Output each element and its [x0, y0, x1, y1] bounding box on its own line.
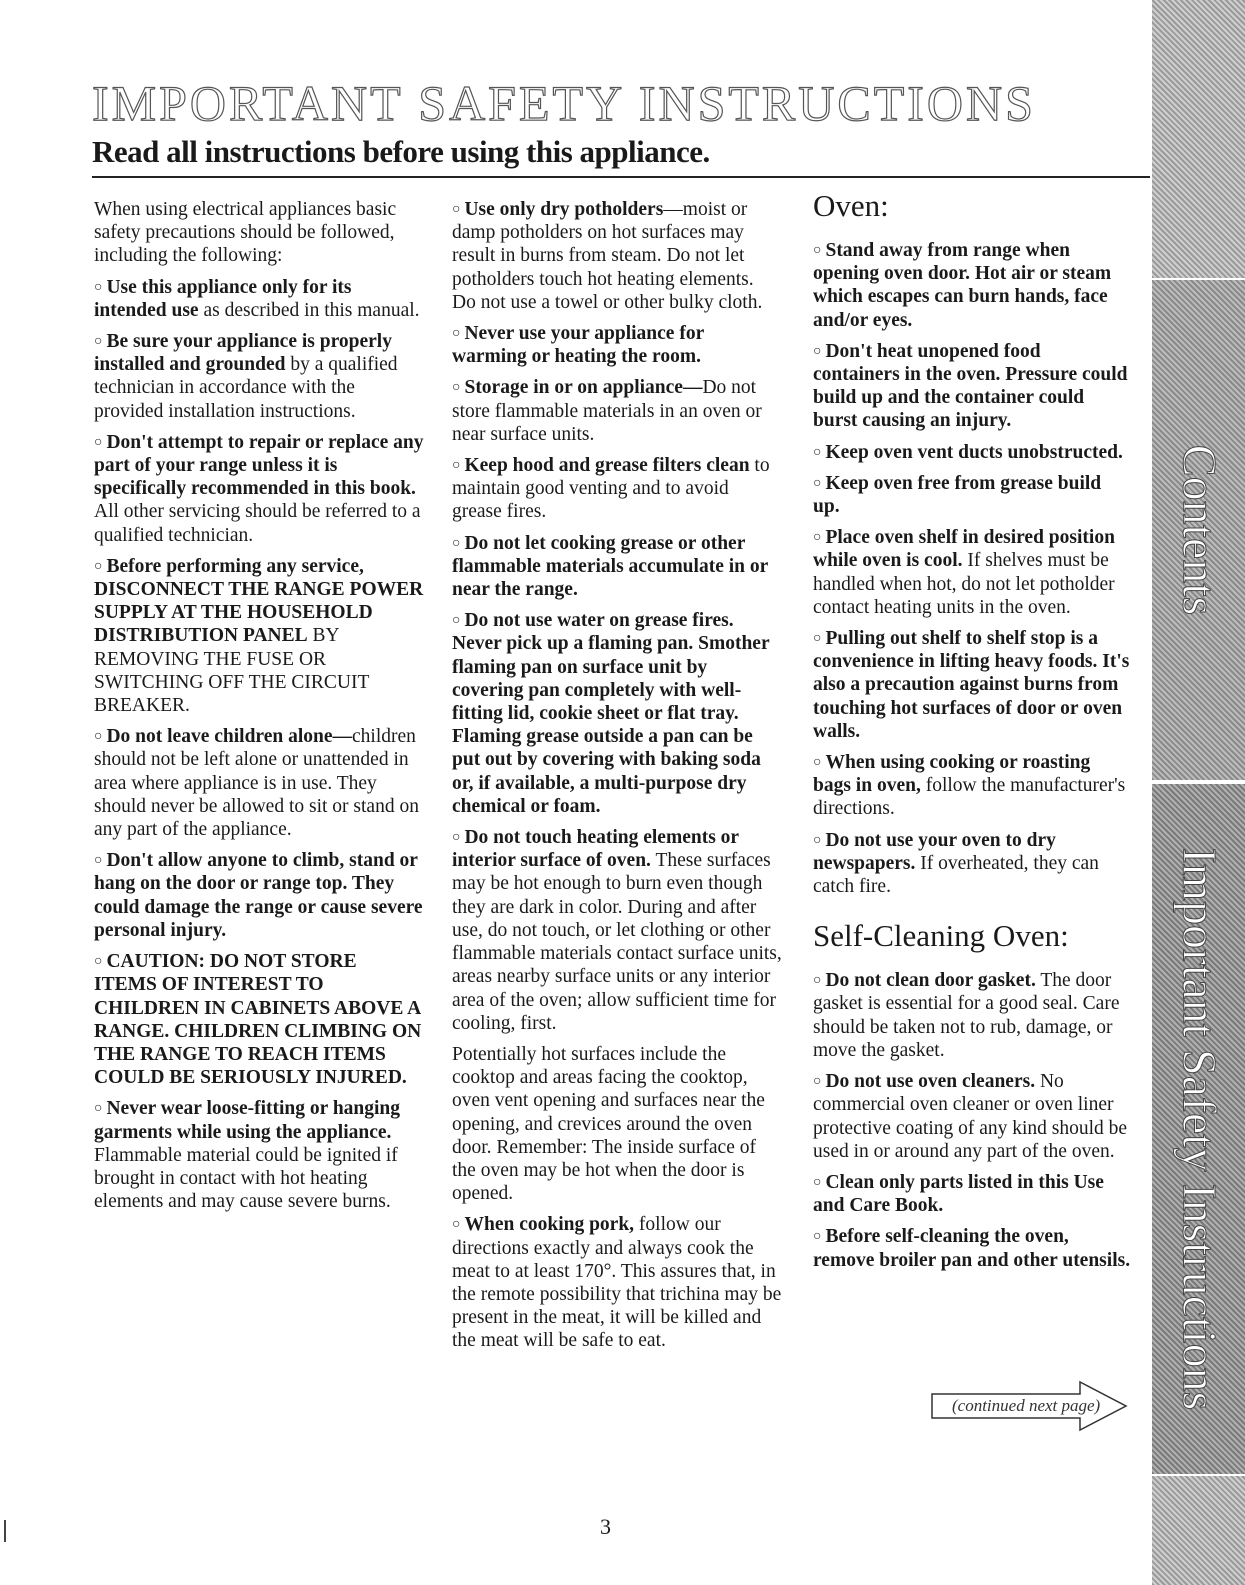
- self-cleaning-list: [813, 969, 1131, 1271]
- instruction-item: [452, 609, 782, 818]
- continued-next-page[interactable]: [930, 1380, 1130, 1432]
- instruction-bold: Do not use your oven to dry newspapers.: [813, 829, 1056, 874]
- instruction-text: —moist or damp potholders on hot surfaces may result in burns from steam. Do not let potholders touch hot heating elements. Do not use a towel or other bulky cloth.: [452, 199, 763, 313]
- instruction-item: [94, 849, 424, 942]
- bullet-icon: ○: [813, 631, 822, 647]
- instruction-bold: Keep hood and grease filters clean: [464, 455, 750, 477]
- instruction-bold: Don't attempt to repair or replace any part of your range unless it is specifically recommended in this book.: [94, 431, 424, 500]
- instruction-item: [94, 1097, 424, 1213]
- tab-safety-label: Important Safety Instructions: [1172, 847, 1225, 1411]
- page-subtitle: Read all instructions before using this appliance.: [92, 134, 710, 169]
- instruction-bold: Storage in or on appliance—: [464, 377, 703, 399]
- column-1: [94, 198, 424, 1221]
- title-rule: [92, 176, 1150, 178]
- bullet-icon: ○: [813, 755, 822, 771]
- instruction-text: follow the manufacturer's directions.: [813, 775, 1126, 820]
- bullet-icon: ○: [813, 1174, 822, 1190]
- instruction-item: [813, 1070, 1131, 1163]
- instruction-bold: Use this appliance only for its intended use: [94, 276, 352, 321]
- instruction-bold: Do not clean door gasket.: [825, 970, 1036, 992]
- instruction-item: [452, 198, 782, 314]
- instruction-bold: Clean only parts listed in this Use and Care Book.: [813, 1171, 1104, 1217]
- continued-label: (continued next page): [952, 1396, 1101, 1415]
- column-2: [452, 198, 782, 1361]
- bullet-icon: ○: [94, 558, 103, 574]
- instruction-item: [813, 1171, 1131, 1217]
- instruction-bold: When cooking pork,: [464, 1214, 635, 1236]
- oven-list: [813, 239, 1131, 898]
- bullet-icon: ○: [94, 434, 103, 450]
- instruction-item: [813, 239, 1131, 332]
- instruction-item: [813, 627, 1131, 743]
- instruction-bold: CAUTION: DO NOT STORE ITEMS OF INTEREST TO CHILDREN IN CABINETS ABOVE A RANGE. CHILDREN CLIMBING ON THE RANGE TO REACH ITEMS COULD BE SERIOUSLY INJURED.: [94, 951, 422, 1089]
- instruction-item: [452, 376, 782, 446]
- page-title: IMPORTANT SAFETY INSTRUCTIONS: [92, 75, 1036, 131]
- bullet-icon: ○: [452, 326, 461, 342]
- instruction-item: [452, 322, 782, 368]
- bullet-icon: ○: [813, 243, 822, 258]
- instruction-item: [813, 340, 1131, 433]
- instruction-item: [813, 472, 1131, 518]
- instruction-item: [94, 725, 424, 841]
- self-cleaning-heading: Self-Cleaning Oven:: [813, 918, 1069, 954]
- bullet-icon: ○: [813, 973, 822, 989]
- bullet-icon: ○: [452, 1217, 461, 1233]
- instruction-item: [94, 950, 424, 1089]
- bullet-icon: ○: [452, 830, 461, 846]
- bullet-icon: ○: [813, 530, 822, 546]
- instruction-item: [813, 969, 1131, 1062]
- bullet-icon: ○: [94, 853, 103, 869]
- instruction-bold: Before self-cleaning the oven, remove broiler pan and other utensils.: [813, 1226, 1131, 1271]
- instruction-text: Potentially hot surfaces include the cooktop and areas facing the cooktop, oven vent opening and surfaces near the opening, and crevices around the oven door. Remember: The inside surface of the oven may be hot when the door is opened.: [452, 1043, 765, 1205]
- bullet-icon: ○: [452, 613, 461, 629]
- instruction-bold: Be sure your appliance is properly installed and grounded: [94, 331, 392, 376]
- instruction-bold: Never wear loose-fitting or hanging garments while using the appliance.: [94, 1098, 401, 1143]
- instruction-bold: When using cooking or roasting bags in oven,: [813, 752, 1091, 797]
- intro-paragraph: When using electrical appliances basic safety precautions should be followed, including the following:: [94, 199, 397, 267]
- bullet-icon: ○: [94, 954, 103, 970]
- bullet-icon: ○: [94, 729, 103, 745]
- instruction-item: [452, 532, 782, 602]
- instruction-text: by a qualified technician in accordance with the provided installation instructions.: [94, 354, 398, 422]
- instruction-item: [813, 1225, 1131, 1271]
- bullet-icon: ○: [813, 444, 822, 460]
- bullet-icon: ○: [452, 535, 461, 551]
- instruction-text: All other servicing should be referred to a qualified technician.: [94, 501, 421, 546]
- instruction-text: Flammable material could be ignited if brought in contact with hot heating elements and may cause severe burns.: [94, 1144, 398, 1213]
- margin-mark: [4, 1520, 10, 1542]
- instruction-item: [813, 751, 1131, 821]
- instruction-bold: Do not touch heating elements or interior surface of oven.: [452, 827, 739, 872]
- instruction-text: Do not store flammable materials in an oven or near surface units.: [452, 377, 762, 445]
- instruction-bold: Use only dry potholders: [464, 199, 664, 220]
- instruction-item: [452, 1213, 782, 1352]
- instruction-bold: Do not use oven cleaners.: [825, 1071, 1036, 1093]
- bullet-icon: ○: [452, 202, 461, 217]
- instruction-bold: Don't allow anyone to climb, stand or hang on the door or range top. They could damage the range or cause severe personal injury.: [94, 850, 423, 941]
- instruction-item: [813, 526, 1131, 619]
- bullet-icon: ○: [94, 279, 103, 295]
- bullet-icon: ○: [452, 458, 461, 474]
- page-number: 3: [600, 1514, 611, 1539]
- bullet-icon: ○: [94, 334, 103, 350]
- tab-safety-instructions[interactable]: [1152, 782, 1245, 1476]
- instruction-text: to maintain good venting and to avoid grease fires.: [452, 455, 770, 523]
- instruction-item: [813, 829, 1131, 899]
- bullet-icon: ○: [813, 475, 822, 491]
- instruction-item: [452, 454, 782, 524]
- instruction-item: [94, 276, 424, 322]
- instruction-text: If shelves must be handled when hot, do not let potholder contact heating units in the oven.: [813, 550, 1115, 618]
- instruction-text: If overheated, they can catch fire.: [813, 852, 1099, 898]
- bullet-icon: ○: [813, 832, 822, 848]
- instruction-bold: Before performing any service, DISCONNECT THE RANGE POWER SUPPLY AT THE HOUSEHOLD DISTRIBUTION PANEL: [94, 555, 424, 647]
- bullet-icon: ○: [94, 1101, 103, 1117]
- instruction-item: [94, 330, 424, 423]
- instruction-item: [813, 441, 1131, 464]
- instruction-bold: Keep oven vent ducts unobstructed.: [825, 441, 1123, 463]
- sidebar-tabs: [1152, 0, 1245, 1585]
- instruction-bold: Do not use water on grease fires. Never pick up a flaming pan. Smother flaming pan on surface unit by covering pan completely with well-fitting lid, cookie sheet or flat tray. Flaming grease outside a pan can be put out by covering with baking soda or, if available, a multi-purpose dry chemical or foam.: [452, 610, 770, 817]
- bullet-icon: ○: [813, 343, 822, 359]
- oven-heading: Oven:: [813, 188, 889, 223]
- bullet-icon: ○: [452, 380, 461, 396]
- tab-contents-label: Contents: [1172, 444, 1225, 616]
- instruction-item: [94, 431, 424, 547]
- col2-list: [452, 198, 782, 1353]
- instruction-bold: Stand away from range when opening oven door. Hot air or steam which escapes can burn hands, face and/or eyes.: [813, 240, 1112, 331]
- bullet-icon: ○: [813, 1074, 822, 1090]
- instruction-bold: Don't heat unopened food containers in the oven. Pressure could build up and the container could burst causing an injury.: [813, 340, 1128, 432]
- instruction-item: [452, 826, 782, 1035]
- instruction-item: [94, 555, 424, 717]
- instruction-text: No commercial oven cleaner or oven liner protective coating of any kind should be used in or around any part of the oven.: [813, 1071, 1128, 1162]
- instruction-text: BY REMOVING THE FUSE OR SWITCHING OFF THE CIRCUIT BREAKER.: [94, 625, 369, 717]
- instruction-item: [452, 1043, 782, 1205]
- instruction-text: The door gasket is essential for a good seal. Care should be taken not to rub, damage, or move the gasket.: [813, 970, 1120, 1061]
- instruction-bold: Do not leave children alone—: [106, 726, 353, 748]
- column-3: [813, 190, 1131, 1280]
- instruction-bold: Pulling out shelf to shelf stop is a convenience in lifting heavy foods. It's also a precaution against burns from touching hot surfaces of door or oven walls.: [813, 628, 1130, 742]
- instruction-bold: Keep oven free from grease build up.: [813, 472, 1102, 518]
- col1-list: [94, 276, 424, 1214]
- instruction-text: These surfaces may be hot enough to burn even though they are dark in color. During and after use, do not touch, or let clothing or other flammable materials contact surface units, areas nearby surface units or any interior area of the oven; allow sufficient time for cooling, first.: [452, 850, 782, 1034]
- tab-contents[interactable]: [1152, 278, 1245, 782]
- instruction-text: follow our directions exactly and always cook the meat to at least 170°. This assures that, in the remote possibility that trichina may be present in the meat, it will be killed and the meat will be safe to eat.: [452, 1214, 782, 1352]
- instruction-text: as described in this manual.: [198, 299, 420, 321]
- instruction-bold: Never use your appliance for warming or heating the room.: [452, 323, 704, 368]
- bullet-icon: ○: [813, 1229, 822, 1245]
- instruction-text: children should not be left alone or unattended in area where appliance is in use. They should never be allowed to sit or stand on any part of the appliance.: [94, 726, 419, 841]
- instruction-bold: Do not let cooking grease or other flammable materials accumulate in or near the range.: [452, 532, 768, 601]
- instruction-bold: Place oven shelf in desired position while oven is cool.: [813, 527, 1115, 572]
